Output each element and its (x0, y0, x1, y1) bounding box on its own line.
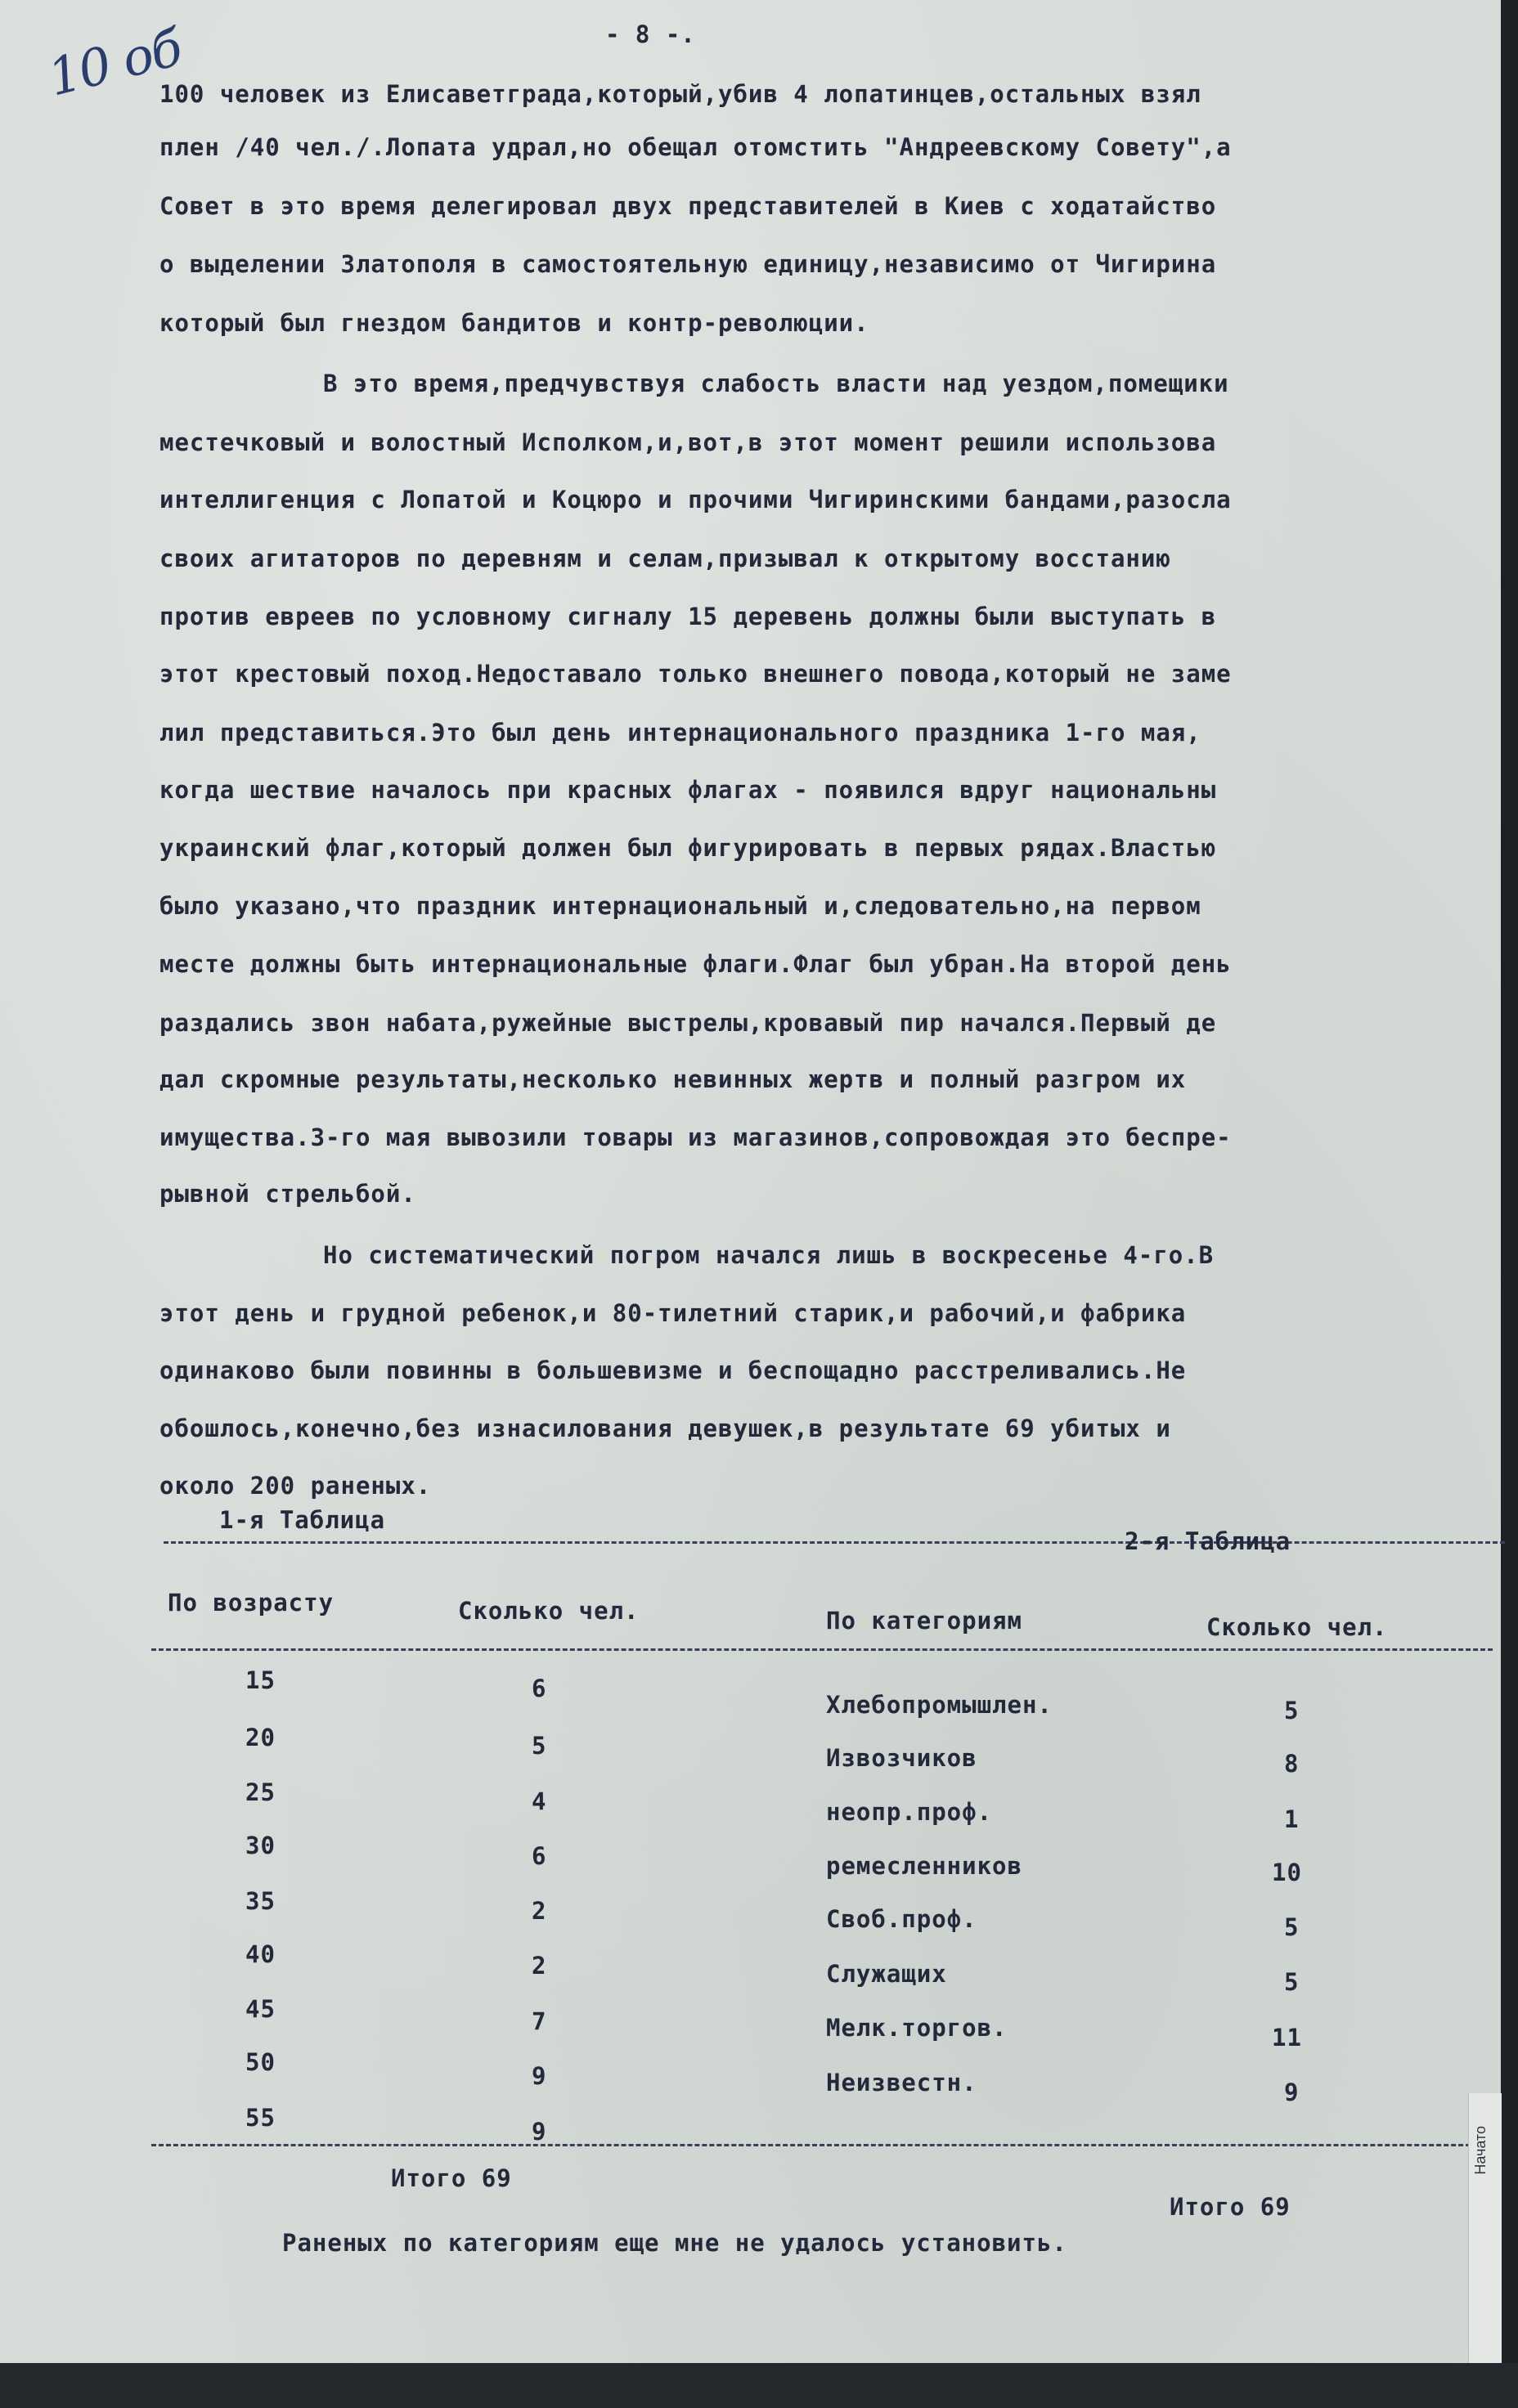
text-line: имущества.3-го мая вывозили товары из магазинов,сопровождая это беспре- (159, 1123, 1232, 1151)
text-line: около 200 раненых. (159, 1472, 432, 1500)
text-line: обошлось,конечно,без изнасилования девушек,в результате 69 убитых и (159, 1415, 1171, 1442)
table-1-count-cell: 7 (532, 2007, 547, 2035)
table-1-age-cell: 55 (245, 2104, 276, 2132)
table-1-count-cell: 2 (532, 1952, 547, 1980)
table-2-count-cell: 1 (1284, 1805, 1300, 1833)
table-1-age-cell: 35 (245, 1887, 276, 1915)
table-divider (151, 2144, 1493, 2146)
text-line: месте должны быть интернациональные флаги.Флаг был убран.На второй день (159, 950, 1232, 978)
table-2-title: 2-я Таблица (1125, 1527, 1291, 1555)
table-2-category-cell: Своб.проф. (826, 1905, 977, 1933)
table-1-age-cell: 40 (245, 1940, 276, 1968)
table-2-category-cell: Хлебопромышлен. (826, 1691, 1053, 1719)
text-line: В это время,предчувствуя слабость власти над уездом,помещики (323, 370, 1229, 397)
text-line: интеллигенция с Лопатой и Коцюро и прочими Чигиринскими бандами,разосла (159, 486, 1232, 513)
table-1-count-cell: 5 (532, 1732, 547, 1760)
text-line: было указано,что праздник интернациональный и,следовательно,на первом (159, 892, 1201, 920)
scan-border (0, 2363, 1518, 2408)
table-1-count-cell: 9 (532, 2062, 547, 2090)
table-1-count-cell: 6 (532, 1842, 547, 1870)
table-1-header-count: Сколько чел. (458, 1597, 640, 1625)
text-line: Но систематический погром начался лишь в воскресенье 4-го.В (323, 1241, 1215, 1269)
table-2-count-cell: 5 (1284, 1968, 1300, 1996)
text-line: местечковый и волостный Исполком,и,вот,в этот момент решили использова (159, 428, 1217, 456)
table-1-title: 1-я Таблица (219, 1506, 386, 1534)
footer-note: Раненых по категориям еще мне не удалось установить. (282, 2229, 1067, 2257)
text-line: украинский флаг,который должен был фигурировать в первых рядах.Властью (159, 834, 1217, 862)
table-1-count-cell: 9 (532, 2118, 547, 2146)
table-divider (151, 1648, 1493, 1651)
table-1-count-cell: 6 (532, 1675, 547, 1702)
table-1-age-cell: 25 (245, 1778, 276, 1806)
table-1-age-cell: 15 (245, 1666, 276, 1694)
text-line: одинаково были повинны в большевизме и беспощадно расстреливались.Не (159, 1356, 1187, 1384)
text-line: лил представиться.Это был день интернационального праздника 1-го мая, (159, 719, 1201, 747)
table-2-category-cell: ремесленников (826, 1852, 1022, 1880)
table-2-category-cell: неопр.проф. (826, 1798, 993, 1826)
table-1-count-cell: 4 (532, 1787, 547, 1815)
table-2-count-cell: 11 (1272, 2024, 1302, 2052)
text-line: этот день и грудной ребенок,и 80-тилетний старик,и рабочий,и фабрика (159, 1299, 1187, 1327)
text-line: Совет в это время делегировал двух представителей в Киев с ходатайство (159, 192, 1217, 220)
table-2-header-count: Сколько чел. (1206, 1613, 1388, 1641)
table-1-age-cell: 45 (245, 1995, 276, 2023)
table-1-age-cell: 50 (245, 2048, 276, 2076)
table-2-category-cell: Извозчиков (826, 1744, 977, 1772)
text-line: когда шествие началось при красных флагах - появился вдруг национальны (159, 776, 1217, 804)
table-2-category-cell: Служащих (826, 1960, 947, 1988)
table-2-category-cell: Неизвестн. (826, 2069, 977, 2096)
table-2-total: Итого 69 (1170, 2193, 1291, 2221)
table-divider (164, 1541, 1505, 1544)
text-line: о выделении Златополя в самостоятельную единицу,независимо от Чигирина (159, 250, 1217, 278)
archive-side-stamp: Начато (1472, 2126, 1489, 2175)
text-line: 100 человек из Елисаветграда,который,убив 4 лопатинцев,остальных взял (159, 80, 1201, 108)
text-line: плен /40 чел./.Лопата удрал,но обещал отомстить "Андреевскому Совету",а (159, 133, 1232, 161)
text-line: против евреев по условному сигналу 15 деревень должны были выступать в (159, 603, 1217, 630)
table-2-count-cell: 5 (1284, 1697, 1300, 1724)
table-1-age-cell: 20 (245, 1724, 276, 1751)
page-number: - 8 -. (605, 20, 696, 48)
text-line: дал скромные результаты,несколько невинных жертв и полный разгром их (159, 1065, 1187, 1093)
table-2-header-category: По категориям (826, 1607, 1022, 1634)
table-2-count-cell: 10 (1272, 1859, 1302, 1886)
table-1-total: Итого 69 (391, 2164, 512, 2192)
text-line: рывной стрельбой. (159, 1180, 416, 1208)
table-1-count-cell: 2 (532, 1897, 547, 1925)
table-2-count-cell: 9 (1284, 2078, 1300, 2106)
text-line: этот крестовый поход.Недоставало только внешнего повода,который не заме (159, 660, 1232, 688)
text-line: который был гнездом бандитов и контр-революции. (159, 309, 869, 337)
table-2-category-cell: Мелк.торгов. (826, 2014, 1008, 2042)
table-2-count-cell: 8 (1284, 1750, 1300, 1778)
text-line: раздались звон набата,ружейные выстрелы,кровавый пир начался.Первый де (159, 1009, 1217, 1037)
table-1-age-cell: 30 (245, 1832, 276, 1859)
table-1-header-age: По возрасту (168, 1589, 335, 1617)
handwritten-folio-note: 10 об (42, 17, 187, 108)
table-2-count-cell: 5 (1284, 1913, 1300, 1941)
text-line: своих агитаторов по деревням и селам,призывал к открытому восстанию (159, 545, 1171, 572)
